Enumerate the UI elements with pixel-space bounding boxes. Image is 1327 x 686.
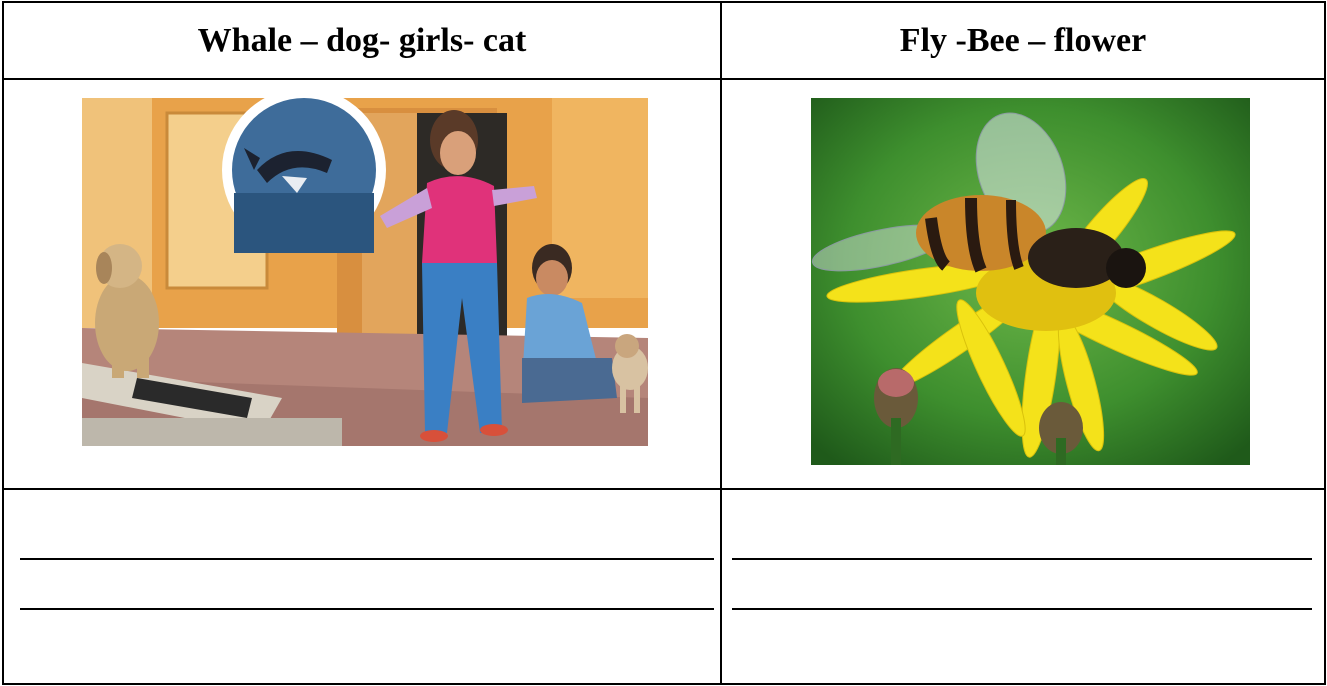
- header-divider: [4, 78, 1324, 80]
- writing-line-right-1: [732, 558, 1312, 560]
- street-scene-picture: [82, 98, 648, 446]
- writing-line-left-2: [20, 608, 714, 610]
- whale-icon: [222, 98, 386, 253]
- picture-row-divider: [4, 488, 1324, 490]
- bee-flower-picture: [811, 98, 1250, 465]
- writing-line-left-1: [20, 558, 714, 560]
- writing-line-right-2: [732, 608, 1312, 610]
- column-divider: [720, 3, 722, 683]
- worksheet-table: [2, 1, 1326, 685]
- header-left: Whale – dog- girls- cat: [197, 21, 527, 59]
- header-right: Fly -Bee – flower: [899, 21, 1147, 59]
